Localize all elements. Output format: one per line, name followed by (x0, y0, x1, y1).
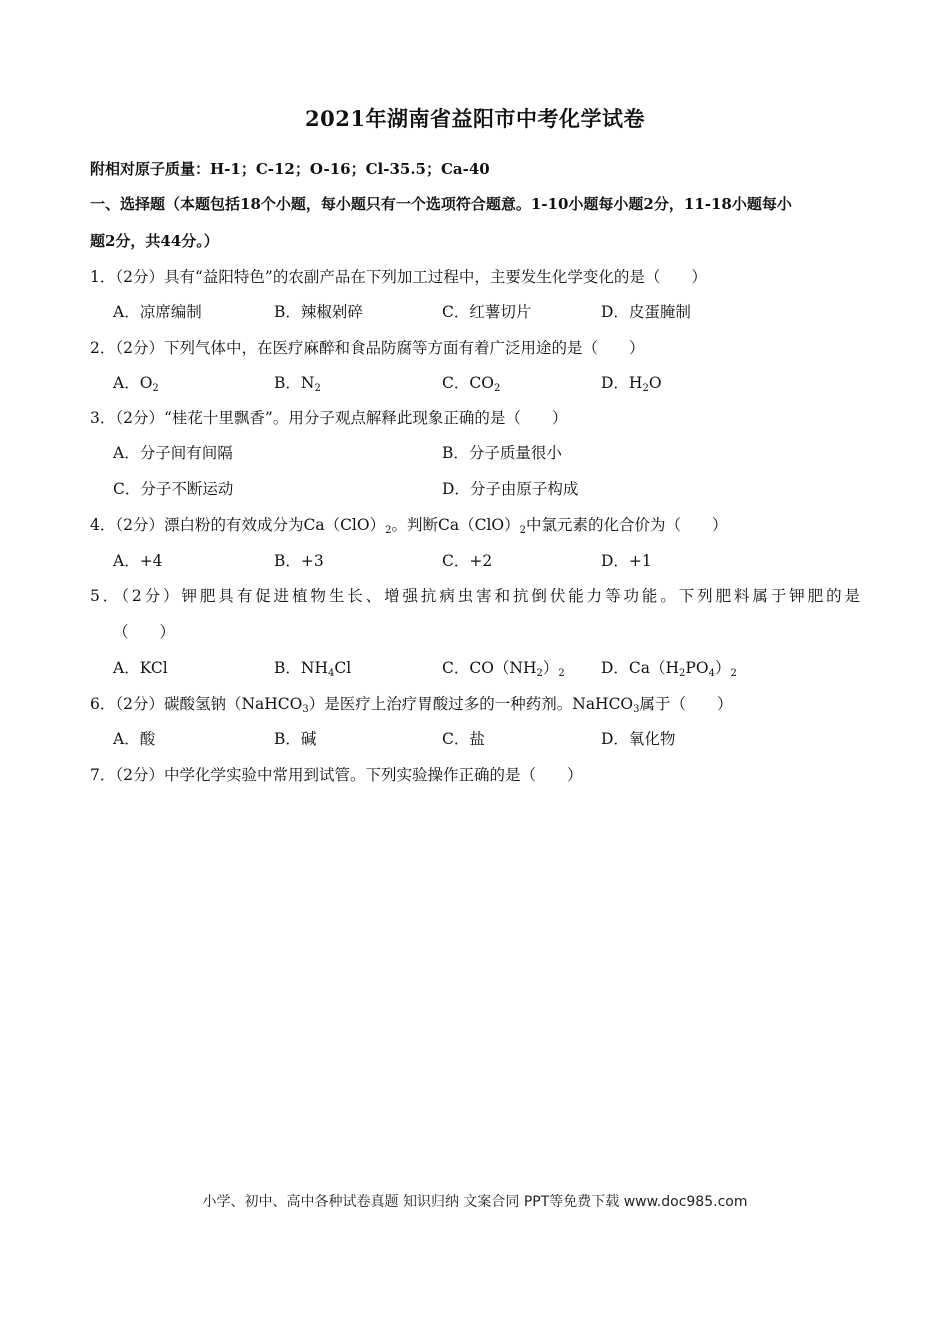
question-3-options-row1 (113, 441, 873, 465)
question-2-stem: 2．（2分）下列气体中，在医疗麻醉和食品防腐等方面有着广泛用途的是（ ） (90, 339, 645, 357)
q2-option-b: B．$N_2$ (274, 374, 321, 394)
question-5-stem: 5．（2分）钾肥具有促进植物生长、增强抗病虫害和抗倒伏能力等功能。下列肥料属于钾肥的是 (90, 587, 860, 605)
q1-option-a: A．凉席编制 (113, 303, 202, 321)
q6-option-a: A．酸 (113, 730, 156, 748)
question-6-options (113, 727, 873, 751)
question-3-options-row2 (113, 477, 873, 501)
q1-option-b: B．辣椒剁碎 (274, 303, 363, 321)
q2-option-c: C．$CO_2$ (442, 374, 501, 394)
section-heading-line2: 题2分，共44分。） (90, 232, 219, 250)
atomic-masses-note: 附相对原子质量：H-1；C-12；O-16；Cl-35.5；Ca-40 (90, 160, 490, 178)
q5-option-a: A．KCl (113, 659, 168, 677)
q5-option-b: B．$NH_4Cl$ (274, 659, 352, 679)
q4-option-d: D．+1 (601, 552, 652, 570)
page-footer[interactable]: 小学、初中、高中各种试卷真题 知识归纳 文案合同 PPT等免费下载 www.doc985.com (202, 1194, 748, 1210)
q4-option-c: C．+2 (442, 552, 493, 570)
q6-option-c: C．盐 (442, 730, 485, 748)
question-6-stem: 6．（2分）碳酸氢钠（NaHCO$_3$）是医疗上治疗胃酸过多的一种药剂。NaHCO$_3$属于（ ） (90, 695, 733, 715)
question-5-stem-continuation: （ ） (113, 623, 176, 641)
q4-option-a: A．+4 (113, 552, 163, 570)
q2-option-d: D．$H_2O$ (601, 374, 662, 394)
question-7-stem: 7．（2分）中学化学实验中常用到试管。下列实验操作正确的是（ ） (90, 766, 583, 784)
question-4-options (113, 549, 873, 573)
q6-option-d: D．氧化物 (601, 730, 676, 748)
q6-option-b: B．碱 (274, 730, 317, 748)
q2-option-a: A．$O_2$ (113, 374, 159, 394)
question-1-stem: 1．（2分）具有“益阳特色”的农副产品在下列加工过程中，主要发生化学变化的是（ ） (90, 268, 707, 286)
q3-option-b: B．分子质量很小 (442, 444, 562, 462)
question-3-stem: 3．（2分）“桂花十里飘香”。用分子观点解释此现象正确的是（ ） (90, 409, 568, 427)
q5-option-d: D．$Ca(H_2PO_4)_2$ (601, 659, 737, 679)
question-2-options (113, 371, 873, 395)
q4-option-b: B．+3 (274, 552, 324, 570)
question-5-options (113, 656, 873, 680)
question-4-stem: 4．（2分）漂白粉的有效成分为$Ca(ClO)_2$。判断$Ca(ClO)_2$中氯元素的化合价为（ ） (90, 516, 728, 536)
section-heading-line1: 一、选择题（本题包括18个小题，每小题只有一个选项符合题意。1-10小题每小题2分，11-18小题每小 (90, 195, 792, 213)
page-title: 2021年湖南省益阳市中考化学试卷 (305, 106, 645, 131)
q3-option-d: D．分子由原子构成 (442, 480, 579, 498)
q3-option-c: C．分子不断运动 (113, 480, 234, 498)
q3-option-a: A．分子间有间隔 (113, 444, 233, 462)
q1-option-c: C．红薯切片 (442, 303, 532, 321)
q1-option-d: D．皮蛋腌制 (601, 303, 691, 321)
q5-option-c: C．$CO(NH_2)_2$ (442, 659, 565, 679)
question-1-options (113, 300, 873, 324)
